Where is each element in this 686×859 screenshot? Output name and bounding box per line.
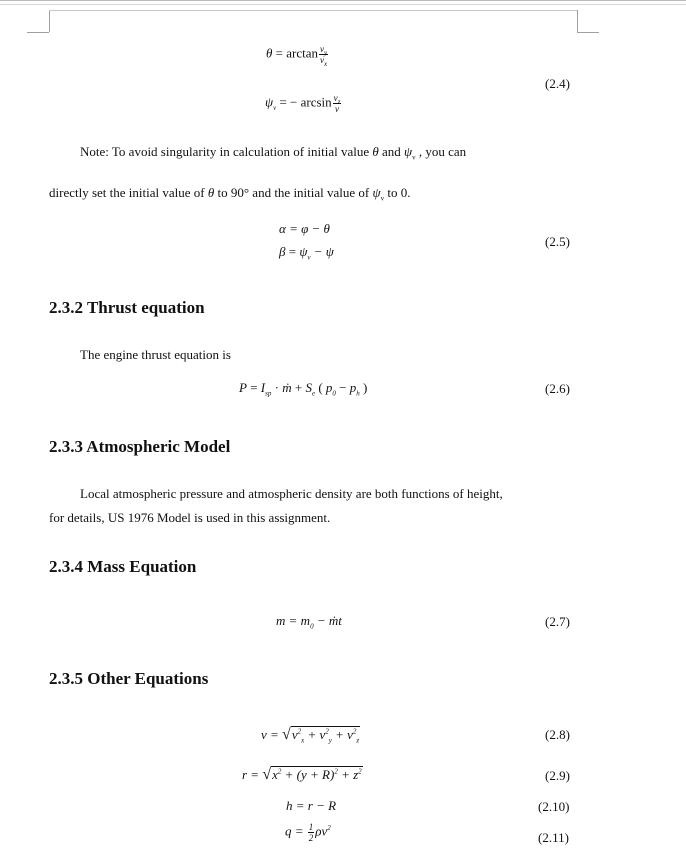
equation-2-4-line-2: $\psi_v$ = − arcsin $\frac{v_z}{v}$ <box>265 93 341 114</box>
radicand-2-9: $x^2 + (y + R)^2 + z^2$ <box>272 767 362 782</box>
equation-2-7: $m = m_0$ − ṁt <box>276 613 342 631</box>
fraction-vy-over-vx: $\frac{v_y}{v_x}$ <box>320 44 328 68</box>
section-heading-2-3-2: 2.3.2 Thrust equation <box>49 298 205 317</box>
equation-2-9: $r = √x^2 + (y + R)^2 + z^2$ <box>242 766 362 783</box>
equation-number-2-8: (2.8) <box>545 727 570 742</box>
radical-sign: √ <box>282 726 291 743</box>
section-heading-2-3-4: 2.3.4 Mass Equation <box>49 557 197 576</box>
equation-2-8: $v = √v^2_x + v^2_y + v^2_z$ <box>261 726 360 745</box>
equation-number-2-9: (2.9) <box>545 768 570 783</box>
thrust-intro-text: The engine thrust equation is <box>80 347 231 362</box>
equation-2-10: h = r − R <box>286 798 337 813</box>
section-heading-2-3-3: 2.3.3 Atmospheric Model <box>49 437 231 456</box>
equation-2-4-line-1: θ = arctan $\frac{v_y}{v_x}$ <box>266 44 328 68</box>
section-heading-2-3-5: 2.3.5 Other Equations <box>49 669 209 688</box>
equation-number-2-5: (2.5) <box>545 234 570 249</box>
equation-number-2-6: (2.6) <box>545 381 570 396</box>
top-rule <box>0 0 686 5</box>
equation-2-5-line-2: $\beta = \psi_v - \psi$ <box>279 244 334 262</box>
equation-number-2-4: (2.4) <box>545 76 570 91</box>
radicand-2-8: $v^2_x + v^2_y + v^2_z$ <box>291 727 360 745</box>
atmospheric-text-line-1: Local atmospheric pressure and atmospheric density are both functions of height, <box>80 486 503 501</box>
equation-2-11: q = $\frac{1}{2}$ $\rho v^2$ <box>285 822 331 843</box>
equation-number-2-11: (2.11) <box>538 830 569 845</box>
note-line-1: Note: To avoid singularity in calculation of initial value θ and $\psi_v$ , you can <box>80 144 467 162</box>
radical-sign: √ <box>262 766 272 783</box>
crop-mark-left-h <box>27 32 49 33</box>
crop-mark-left-v <box>49 10 50 32</box>
fraction-one-half: $\frac{1}{2}$ <box>308 822 314 843</box>
equation-2-6: $P = I_{sp}$ · ṁ + $S_e$ ( $p_0 - p_h$ ) <box>239 380 368 398</box>
crop-mark-right-v <box>577 10 578 32</box>
equation-2-5-line-1: α = φ − θ <box>279 221 330 236</box>
atmospheric-text-line-2: for details, US 1976 Model is used in this assignment. <box>49 510 331 525</box>
crop-mark-top-line <box>49 10 577 11</box>
equation-number-2-7: (2.7) <box>545 614 570 629</box>
crop-mark-right-h <box>577 32 599 33</box>
note-line-2: directly set the initial value of θ to 90° and the initial value of $\psi_v$ to 0. <box>49 185 411 203</box>
equation-number-2-10: (2.10) <box>538 799 570 814</box>
fraction-vz-over-v: $\frac{v_z}{v}$ <box>333 93 341 114</box>
